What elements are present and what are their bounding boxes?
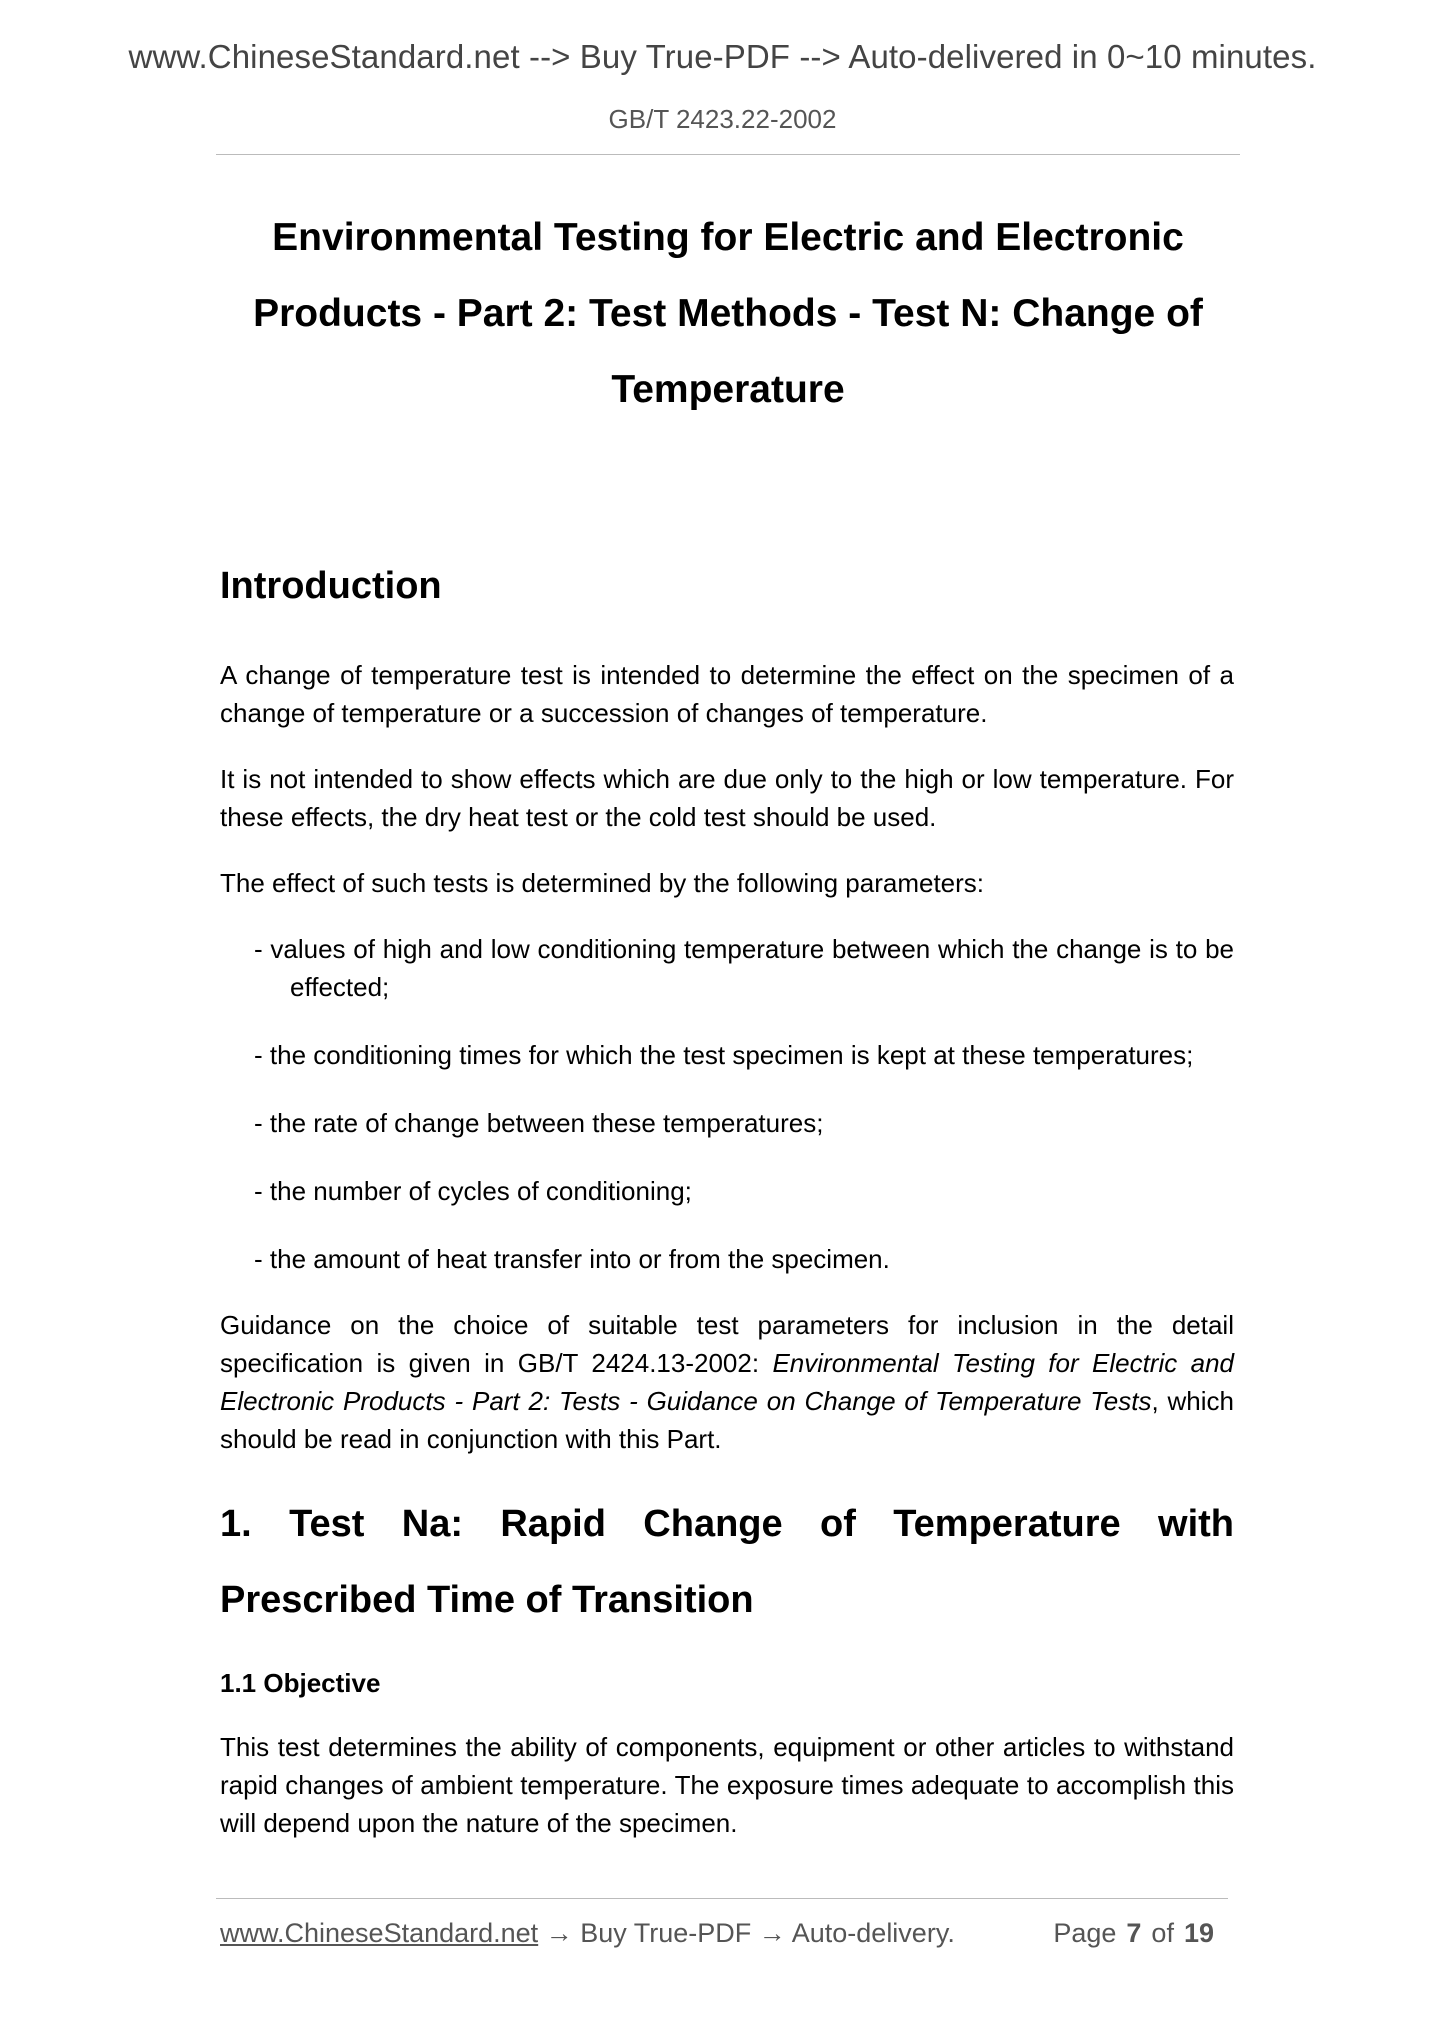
- parameter-list: [220, 930, 1234, 1278]
- footer-divider: [216, 1898, 1228, 1899]
- document-title: [216, 200, 1240, 428]
- subsection-1-1-heading: 1.1 Objective: [220, 1668, 381, 1698]
- page-number: 7: [1126, 1918, 1142, 1948]
- objective-paragraph: This test determines the ability of components, equipment or other articles to withstand rapid changes of ambient temperature. The exposure times adequate to accomplish this will depend upon the nature of the specimen.: [220, 1732, 1234, 1838]
- total-pages: 19: [1183, 1918, 1214, 1948]
- title-line-2: Products - Part 2: Test Methods - Test N: Change of: [253, 292, 1203, 335]
- intro-paragraph-3: The effect of such tests is determined by the following parameters:: [220, 868, 985, 898]
- title-line-1: Environmental Testing for Electric and Electronic: [272, 216, 1184, 259]
- header-divider: [216, 154, 1240, 155]
- footer-tagline: → Buy True-PDF → Auto-delivery.: [538, 1918, 955, 1948]
- of-label: of: [1151, 1918, 1174, 1948]
- footer-website-link[interactable]: www.ChineseStandard.net: [220, 1918, 539, 1948]
- page-content: [220, 556, 1234, 1870]
- section-1-heading-line-2: Prescribed Time of Transition: [220, 1579, 754, 1621]
- intro-paragraph-4: [220, 1306, 1234, 1458]
- top-banner: www.ChineseStandard.net --> Buy True-PDF --> Auto-delivered in 0~10 minutes.: [128, 38, 1317, 75]
- document-code: GB/T 2423.22-2002: [608, 104, 837, 134]
- list-item: - the conditioning times for which the test specimen is kept at these temperatures;: [254, 1040, 1194, 1070]
- page-label: Page: [1053, 1918, 1117, 1948]
- section-1-heading-line-1: 1. Test Na: Rapid Change of Temperature with: [220, 1503, 1234, 1545]
- section-1-heading: [220, 1486, 1234, 1638]
- intro-paragraph-1: A change of temperature test is intended to determine the effect on the specimen of a change of temperature or a succession of changes of temperature.: [220, 660, 1234, 728]
- page-indicator: [1053, 1918, 1224, 1949]
- list-item: - the amount of heat transfer into or from the specimen.: [254, 1244, 890, 1274]
- list-item: - the rate of change between these temperatures;: [254, 1108, 824, 1138]
- intro-paragraph-2: It is not intended to show effects which are due only to the high or low temperature. For these effects, the dry heat test or the cold test should be used.: [220, 764, 1234, 832]
- introduction-heading: Introduction: [220, 565, 442, 607]
- guidance-reference-title: Environmental Testing for Electric and Electronic Products - Part 2: Tests - Guidance on Change of Temperature Tests: [220, 1348, 1235, 1416]
- guidance-text-end: , which should be read in conjunction with this Part.: [220, 1386, 1235, 1454]
- list-item: - the number of cycles of conditioning;: [254, 1176, 692, 1206]
- guidance-text: Guidance on the choice of suitable test parameters for inclusion in the detail specification is given in GB/T 2424.13-2002:: [220, 1310, 1234, 1378]
- page-footer: [220, 1918, 1228, 1949]
- list-item: - values of high and low conditioning temperature between which the change is to be effected;: [254, 934, 1234, 1002]
- title-line-3: Temperature: [611, 368, 845, 411]
